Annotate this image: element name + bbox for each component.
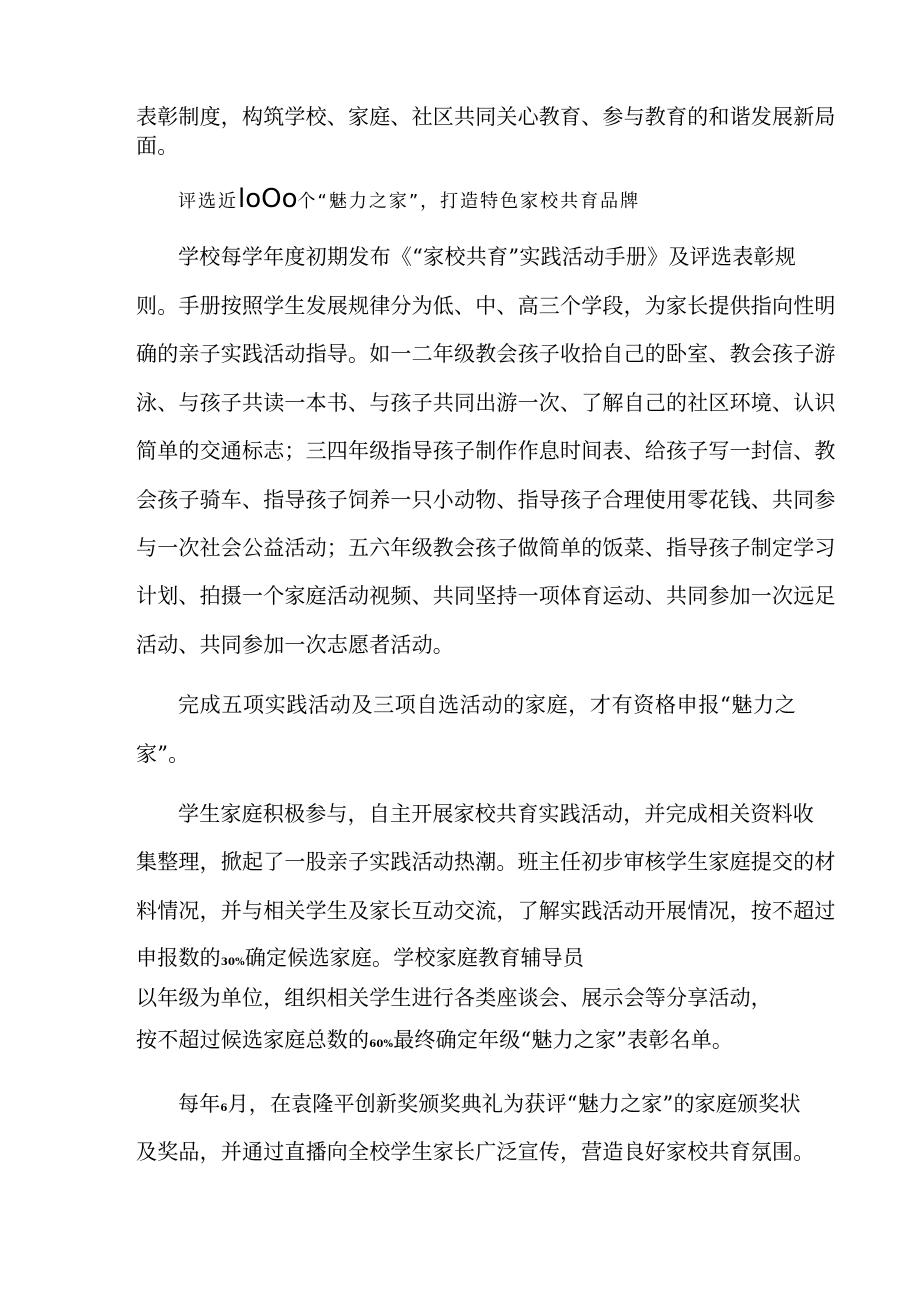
para3-line-4-prefix: 申报数的: [136, 946, 221, 970]
para3-line-3: 料情况，并与相关学生及家长互动交流，了解实践活动开展情况，按不超过: [136, 899, 836, 923]
para1-line-2: 则。手册按照学生发展规律分为低、中、高三个学段，为家长提供指向性明: [136, 294, 836, 318]
para3-line-5: 以年级为单位，组织相关学生进行各类座谈会、展示会等分享活动，: [136, 986, 772, 1010]
para1-line-4: 泳、与孩子共读一本书、与孩子共同出游一次、了解自己的社区环境、认识: [136, 391, 836, 415]
para4-line-1-prefix: 每年: [178, 1092, 221, 1116]
para4-line-2: 及奖品，并通过直播向全校学生家长广泛宣传，营造良好家校共育氛围。: [136, 1140, 815, 1164]
para4-line-1: [178, 1091, 801, 1122]
heading-prefix: 评选近: [178, 191, 238, 212]
section-heading: [178, 186, 796, 215]
para1-line-7: 与一次社会公益活动；五六年级教会孩子做简单的饭菜、指导孩子制定学习: [136, 536, 836, 560]
para2-line-2: 家”。: [136, 742, 190, 766]
para1-line-8: 计划、拍摄一个家庭活动视频、共同坚持一项体育运动、共同参加一次远足: [136, 584, 836, 608]
para1-line-9: 活动、共同参加一次志愿者活动。: [136, 633, 454, 657]
para3-line-6: [136, 1027, 796, 1058]
intro-line-2: 面。: [136, 134, 179, 158]
para3-line-2: 集整理，掀起了一股亲子实践活动热潮。班主任初步审核学生家庭提交的材: [136, 850, 836, 874]
para1-line-1: 学校每学年度初期发布《“家校共育”实践活动手册》及评选表彰规: [178, 245, 796, 269]
para1-line-6: 会孩子骑车、指导孩子饲养一只小动物、指导孩子合理使用零花钱、共同参: [136, 488, 836, 512]
para3-line-6-suffix: 最终确定年级“魅力之家”表彰名单。: [393, 1028, 734, 1052]
para1-line-3: 确的亲子实践活动指导。如一二年级教会孩子收拾自己的卧室、教会孩子游: [136, 342, 836, 366]
para1-line-5: 简单的交通标志；三四年级指导孩子制作作息时间表、给孩子写一封信、教: [136, 439, 836, 463]
para4-line-1-suffix: 月，在袁隆平创新奖颁奖典礼为获评“魅力之家”的家庭颁奖状: [227, 1092, 801, 1116]
para3-line-1: 学生家庭积极参与，自主开展家校共育实践活动，并完成相关资料收: [178, 802, 814, 826]
para3-line-4-suffix: 确定候选家庭。学校家庭教育辅导员: [244, 946, 585, 970]
heading-number: loOo: [238, 184, 298, 214]
percent-60: 60%: [369, 1039, 394, 1050]
heading-suffix: 个“魅力之家”，打造特色家校共育品牌: [297, 191, 641, 212]
intro-line-1: 表彰制度，构筑学校、家庭、社区共同关心教育、参与教育的和谐发展新局: [136, 105, 836, 129]
para3-line-4: [136, 945, 796, 976]
percent-30: 30%: [220, 957, 245, 968]
para2-line-1: 完成五项实践活动及三项自选活动的家庭，才有资格申报“魅力之: [178, 693, 796, 717]
para3-line-6-prefix: 按不超过候选家庭总数的: [136, 1028, 370, 1052]
month-number: 6: [220, 1103, 228, 1114]
